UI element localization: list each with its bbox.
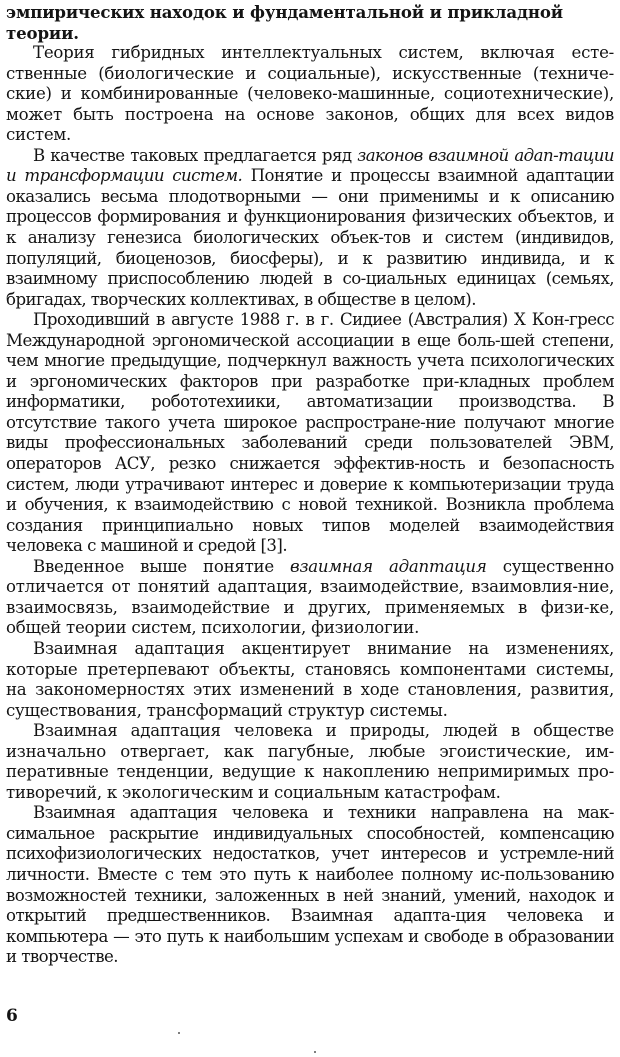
paragraph-2	[6, 43, 614, 146]
paragraph-4: Проходивший в августе 1988 г. в г. Сидиее (Австралия) X Кон-гресс Международной эргономической ассоциации в еще боль-шей степени, чем многие предыдущие, подчеркнул важность учета психологических и эргономических факторов при разработке при-кладных проблем информатики, робототехиики, автоматизации производства. В отсутствие такого учета широкое распростране-ние получают многие виды профессиональных заболеваний среди пользователей ЭВМ, операторов АСУ, резко снижается эффектив-ность и безопасность систем, люди утрачивают интерес и доверие к компьютеризации труда и обучения, к взаимодействию с новой техникой. Возникла проблема создания принципиально новых типов моделей взаимодействия человека с машиной и средой [3].	[6, 310, 614, 556]
paragraph-6: Взаимная адаптация акцентирует внимание на изменениях, которые претерпевают объекты, становясь компонентами системы, на закономерностях этих изменений в ходе становления, развития, существования, трансформаций структур системы.	[6, 638, 614, 720]
paragraph-8: Взаимная адаптация человека и техники направлена на мак-симальное раскрытие индивидуальных способностей, компенсацию психофизиологических недостатков, учет интересов и устремле-ний личности. Вместе с тем это путь к наиболее полному ис-пользованию возможностей техники, заложенных в ней знаний, умений, находок и открытий предшественников. Взаимная адапта-ция человека и компьютера — это путь к наибольшим успехам и свободе в образовании и творчестве.	[6, 803, 614, 967]
paragraph-5-text-continued: существенно отличается от понятий адаптация, взаимодействие, взаимовлия-ние, взаимосвязь, взаимодействие и других, применяемых в физи-ке, общей теории систем, психологии, физиологии.	[6, 556, 614, 638]
paragraph-5	[6, 557, 614, 639]
paragraph-7: Взаимная адаптация человека и природы, людей в обществе изначально отвергает, как пагубные, любые эгоистические, им-перативные тенденции, ведущие к накоплению непримиримых про-тиворечий, к экологическим и социальным катастрофам.	[6, 721, 614, 802]
paragraph-2-line-3: ские) и комбинированные (человеко-машинные, социотехнические),	[6, 84, 614, 104]
paragraph-5-text: Введенное выше понятие	[33, 556, 291, 576]
paragraph-3	[6, 146, 614, 310]
paragraph-2-line-5: систем.	[6, 125, 72, 145]
page-number: 6	[6, 1006, 18, 1026]
paragraph-3-italic-term: законов взаимной адап-тации и трансформации систем.	[6, 145, 614, 186]
paragraph-5-italic-term: взаимная адаптация	[290, 556, 487, 576]
paragraph-1-line-2: теории.	[6, 22, 79, 43]
document-page	[0, 2, 620, 1057]
paragraph-3-text: В качестве таковых предлагается ряд	[33, 145, 358, 165]
scan-speck	[314, 1051, 316, 1053]
paragraph-1-line-1: эмпирических находок и фундаментальной и прикладной	[6, 2, 563, 22]
paragraph-2-line-4: может быть построена на основе законов, общих для всех видов	[6, 104, 614, 124]
scan-speck	[178, 1032, 180, 1034]
paragraph-2-line-2: ственные (биологические и социальные), искусственные (техниче-	[6, 63, 614, 83]
paragraph-2-line-1: Теория гибридных интеллектуальных систем, включая есте-	[33, 43, 614, 63]
paragraph-3-text-continued: Понятие и процессы взаимной адаптации оказались весьма плодотворными — они применимы и к описанию процессов формирования и функционирования физических объектов, и к анализу генезиса биологических объек-тов и систем (индивидов, популяций, биоценозов, биосферы), и к развитию индивида, и к взаимному приспособлению людей в со-циальных единицах (семьях, бригадах, творческих коллективах, в обществе в целом).	[6, 166, 614, 309]
paragraph-1	[6, 2, 614, 43]
body-text	[6, 2, 614, 968]
